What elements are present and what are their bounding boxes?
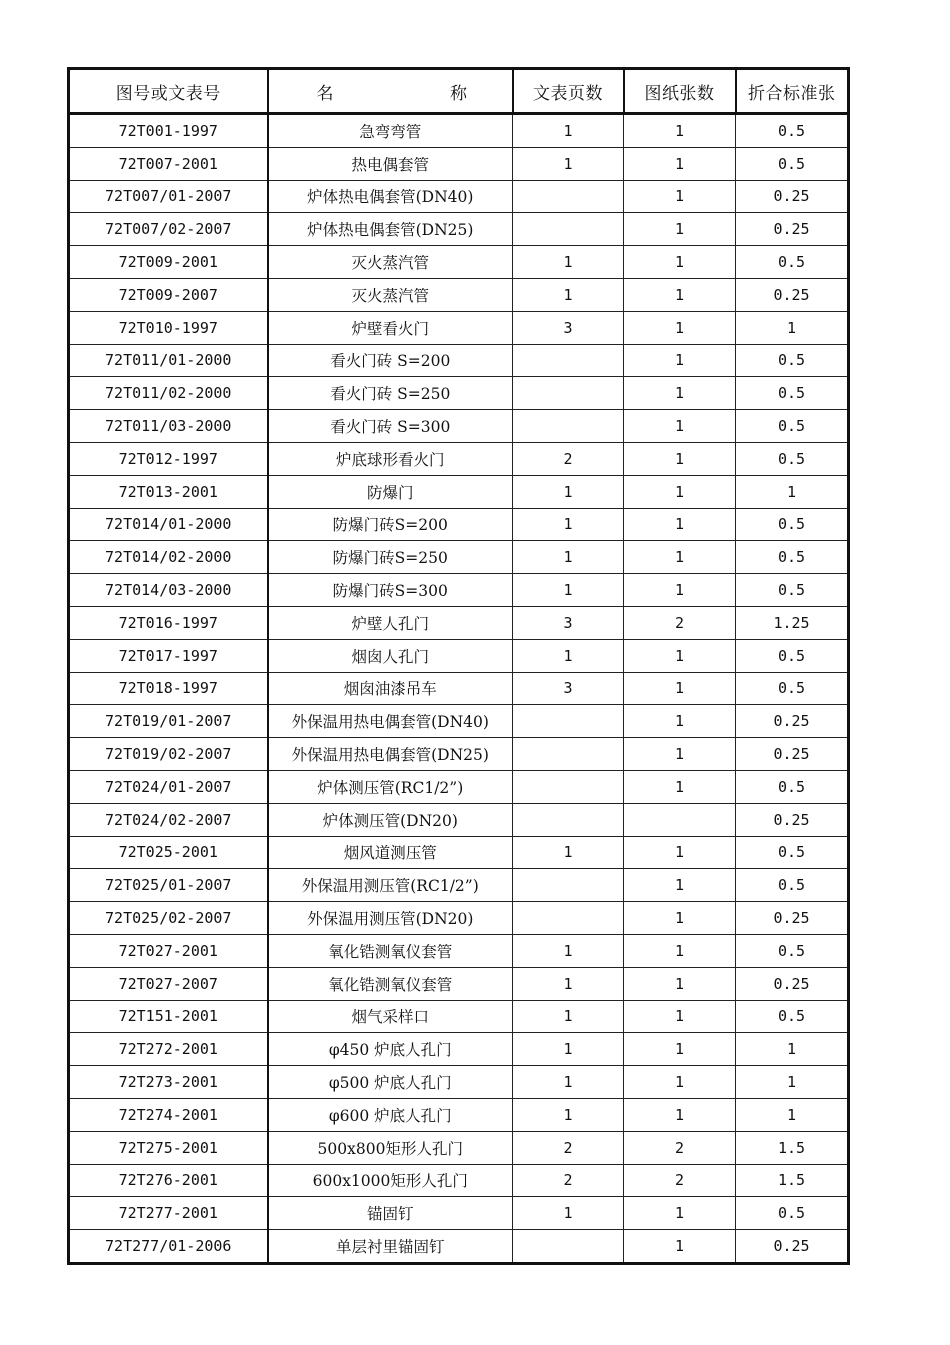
cell-standard-sheets: 1 (736, 1098, 849, 1131)
table-row (69, 1230, 849, 1264)
document-sheet (67, 67, 847, 1265)
cell-standard-sheets: 0.25 (736, 738, 849, 771)
cell-doc-pages: 2 (513, 1131, 624, 1164)
table-row (69, 377, 849, 410)
cell-code: 72T007/01-2007 (69, 180, 268, 213)
cell-code: 72T027-2007 (69, 967, 268, 1000)
cell-doc-pages: 3 (513, 672, 624, 705)
cell-code: 72T014/02-2000 (69, 541, 268, 574)
cell-name: 炉体热电偶套管(DN25) (268, 213, 513, 246)
table-row (69, 836, 849, 869)
cell-doc-pages (513, 803, 624, 836)
cell-standard-sheets: 0.5 (736, 508, 849, 541)
cell-name: 外保温用热电偶套管(DN25) (268, 738, 513, 771)
table-row (69, 1131, 849, 1164)
cell-standard-sheets: 1 (736, 1033, 849, 1066)
cell-drawing-sheets: 1 (624, 1197, 736, 1230)
cell-drawing-sheets: 1 (624, 639, 736, 672)
cell-code: 72T276-2001 (69, 1164, 268, 1197)
header-name-left: 名 (316, 83, 334, 104)
cell-drawing-sheets: 1 (624, 1000, 736, 1033)
header-doc-pages: 文表页数 (513, 69, 624, 114)
table-row (69, 902, 849, 935)
cell-drawing-sheets: 1 (624, 541, 736, 574)
cell-drawing-sheets: 1 (624, 738, 736, 771)
table-row (69, 1197, 849, 1230)
cell-drawing-sheets: 1 (624, 410, 736, 443)
cell-code: 72T273-2001 (69, 1066, 268, 1099)
cell-standard-sheets: 1 (736, 1066, 849, 1099)
cell-doc-pages: 1 (513, 639, 624, 672)
cell-doc-pages (513, 869, 624, 902)
cell-name: φ600 炉底人孔门 (268, 1098, 513, 1131)
cell-code: 72T277/01-2006 (69, 1230, 268, 1264)
cell-standard-sheets: 0.25 (736, 1230, 849, 1264)
cell-name: 防爆门砖S=300 (268, 574, 513, 607)
cell-name: 单层衬里锚固钉 (268, 1230, 513, 1264)
cell-standard-sheets: 0.5 (736, 574, 849, 607)
cell-name: 防爆门砖S=200 (268, 508, 513, 541)
cell-name: 炉壁人孔门 (268, 606, 513, 639)
cell-drawing-sheets: 1 (624, 902, 736, 935)
table-row (69, 311, 849, 344)
table-body (69, 114, 849, 1264)
table-row (69, 147, 849, 180)
cell-doc-pages: 2 (513, 1164, 624, 1197)
cell-name: 炉体热电偶套管(DN40) (268, 180, 513, 213)
table-row (69, 705, 849, 738)
cell-doc-pages (513, 705, 624, 738)
table-row (69, 442, 849, 475)
cell-code: 72T019/01-2007 (69, 705, 268, 738)
table-row (69, 1066, 849, 1099)
cell-drawing-sheets: 1 (624, 377, 736, 410)
cell-code: 72T016-1997 (69, 606, 268, 639)
cell-doc-pages: 1 (513, 836, 624, 869)
cell-standard-sheets: 0.5 (736, 869, 849, 902)
cell-code: 72T027-2001 (69, 934, 268, 967)
cell-doc-pages: 1 (513, 541, 624, 574)
cell-drawing-sheets: 1 (624, 869, 736, 902)
cell-name: φ450 炉底人孔门 (268, 1033, 513, 1066)
cell-standard-sheets: 0.25 (736, 213, 849, 246)
cell-standard-sheets: 1.5 (736, 1164, 849, 1197)
cell-drawing-sheets: 1 (624, 705, 736, 738)
cell-doc-pages (513, 1230, 624, 1264)
cell-code: 72T025/02-2007 (69, 902, 268, 935)
cell-standard-sheets: 0.5 (736, 541, 849, 574)
cell-standard-sheets: 0.5 (736, 377, 849, 410)
header-standard-sheets: 折合标准张 (736, 69, 849, 114)
cell-standard-sheets: 0.5 (736, 410, 849, 443)
table-row (69, 1098, 849, 1131)
cell-drawing-sheets: 1 (624, 934, 736, 967)
cell-code: 72T025/01-2007 (69, 869, 268, 902)
table-row (69, 770, 849, 803)
cell-drawing-sheets: 1 (624, 311, 736, 344)
cell-standard-sheets: 1.25 (736, 606, 849, 639)
cell-drawing-sheets: 1 (624, 672, 736, 705)
table-row (69, 803, 849, 836)
table-row (69, 606, 849, 639)
table-row (69, 541, 849, 574)
cell-drawing-sheets: 2 (624, 1164, 736, 1197)
cell-doc-pages: 1 (513, 114, 624, 148)
cell-code: 72T024/02-2007 (69, 803, 268, 836)
cell-name: 炉底球形看火门 (268, 442, 513, 475)
cell-doc-pages: 1 (513, 1066, 624, 1099)
cell-name: φ500 炉底人孔门 (268, 1066, 513, 1099)
cell-drawing-sheets: 1 (624, 147, 736, 180)
cell-name: 氧化锆测氧仪套管 (268, 967, 513, 1000)
cell-doc-pages: 1 (513, 147, 624, 180)
cell-standard-sheets: 0.5 (736, 344, 849, 377)
cell-drawing-sheets: 1 (624, 180, 736, 213)
cell-doc-pages: 1 (513, 1033, 624, 1066)
cell-name: 烟囱油漆吊车 (268, 672, 513, 705)
cell-doc-pages: 1 (513, 475, 624, 508)
table-row (69, 246, 849, 279)
table-row (69, 180, 849, 213)
table-row (69, 508, 849, 541)
cell-code: 72T019/02-2007 (69, 738, 268, 771)
cell-name: 烟风道测压管 (268, 836, 513, 869)
table-row (69, 1033, 849, 1066)
cell-name: 急弯弯管 (268, 114, 513, 148)
cell-code: 72T011/02-2000 (69, 377, 268, 410)
cell-name: 灭火蒸汽管 (268, 246, 513, 279)
cell-doc-pages: 1 (513, 1000, 624, 1033)
cell-standard-sheets: 0.5 (736, 639, 849, 672)
cell-name: 烟囱人孔门 (268, 639, 513, 672)
cell-doc-pages (513, 770, 624, 803)
cell-doc-pages (513, 377, 624, 410)
cell-drawing-sheets: 1 (624, 278, 736, 311)
cell-drawing-sheets: 2 (624, 1131, 736, 1164)
cell-doc-pages: 1 (513, 1098, 624, 1131)
cell-name: 烟气采样口 (268, 1000, 513, 1033)
cell-name: 热电偶套管 (268, 147, 513, 180)
cell-code: 72T011/01-2000 (69, 344, 268, 377)
cell-drawing-sheets: 1 (624, 1230, 736, 1264)
drawing-catalog-table (67, 67, 850, 1265)
cell-standard-sheets: 0.5 (736, 836, 849, 869)
cell-name: 看火门砖 S=300 (268, 410, 513, 443)
cell-name: 氧化锆测氧仪套管 (268, 934, 513, 967)
cell-standard-sheets: 0.25 (736, 278, 849, 311)
cell-standard-sheets: 0.5 (736, 1000, 849, 1033)
cell-drawing-sheets: 1 (624, 442, 736, 475)
cell-name: 灭火蒸汽管 (268, 278, 513, 311)
cell-doc-pages: 2 (513, 442, 624, 475)
cell-doc-pages: 1 (513, 508, 624, 541)
cell-name: 防爆门砖S=250 (268, 541, 513, 574)
cell-doc-pages: 3 (513, 311, 624, 344)
cell-code: 72T277-2001 (69, 1197, 268, 1230)
cell-drawing-sheets: 1 (624, 344, 736, 377)
cell-name: 炉体测压管(RC1/2”) (268, 770, 513, 803)
cell-standard-sheets: 0.5 (736, 770, 849, 803)
cell-drawing-sheets: 1 (624, 508, 736, 541)
cell-name: 炉壁看火门 (268, 311, 513, 344)
table-row (69, 114, 849, 148)
cell-doc-pages: 1 (513, 278, 624, 311)
header-name-right: 称 (450, 83, 468, 104)
cell-standard-sheets: 0.5 (736, 114, 849, 148)
header-row (69, 69, 849, 114)
table-row (69, 1164, 849, 1197)
table-row (69, 967, 849, 1000)
cell-drawing-sheets: 1 (624, 574, 736, 607)
table-row (69, 639, 849, 672)
cell-drawing-sheets: 1 (624, 836, 736, 869)
cell-drawing-sheets: 1 (624, 213, 736, 246)
cell-code: 72T017-1997 (69, 639, 268, 672)
header-name (268, 69, 513, 114)
table-row (69, 672, 849, 705)
cell-standard-sheets: 1 (736, 475, 849, 508)
cell-drawing-sheets: 1 (624, 1098, 736, 1131)
table-row (69, 475, 849, 508)
cell-standard-sheets: 0.25 (736, 803, 849, 836)
cell-code: 72T151-2001 (69, 1000, 268, 1033)
cell-drawing-sheets: 1 (624, 114, 736, 148)
cell-standard-sheets: 0.5 (736, 934, 849, 967)
cell-drawing-sheets: 1 (624, 1033, 736, 1066)
cell-doc-pages (513, 344, 624, 377)
cell-drawing-sheets: 1 (624, 246, 736, 279)
cell-name: 炉体测压管(DN20) (268, 803, 513, 836)
table-row (69, 1000, 849, 1033)
cell-doc-pages: 1 (513, 574, 624, 607)
cell-standard-sheets: 0.5 (736, 246, 849, 279)
table-row (69, 213, 849, 246)
cell-standard-sheets: 1 (736, 311, 849, 344)
cell-name: 500x800矩形人孔门 (268, 1131, 513, 1164)
header-code: 图号或文表号 (69, 69, 268, 114)
cell-drawing-sheets: 1 (624, 770, 736, 803)
cell-standard-sheets: 1.5 (736, 1131, 849, 1164)
table-row (69, 934, 849, 967)
table-row (69, 410, 849, 443)
cell-code: 72T010-1997 (69, 311, 268, 344)
cell-code: 72T024/01-2007 (69, 770, 268, 803)
cell-code: 72T013-2001 (69, 475, 268, 508)
cell-doc-pages: 3 (513, 606, 624, 639)
cell-code: 72T007-2001 (69, 147, 268, 180)
cell-standard-sheets: 0.5 (736, 442, 849, 475)
cell-standard-sheets: 0.25 (736, 967, 849, 1000)
cell-doc-pages (513, 213, 624, 246)
cell-code: 72T009-2001 (69, 246, 268, 279)
cell-name: 防爆门 (268, 475, 513, 508)
cell-code: 72T275-2001 (69, 1131, 268, 1164)
cell-code: 72T001-1997 (69, 114, 268, 148)
cell-doc-pages: 1 (513, 934, 624, 967)
cell-doc-pages (513, 410, 624, 443)
cell-drawing-sheets: 1 (624, 967, 736, 1000)
cell-name: 外保温用测压管(DN20) (268, 902, 513, 935)
cell-doc-pages: 1 (513, 246, 624, 279)
cell-code: 72T014/01-2000 (69, 508, 268, 541)
cell-name: 看火门砖 S=200 (268, 344, 513, 377)
cell-drawing-sheets: 1 (624, 1066, 736, 1099)
cell-name: 600x1000矩形人孔门 (268, 1164, 513, 1197)
table-row (69, 574, 849, 607)
cell-drawing-sheets: 2 (624, 606, 736, 639)
cell-standard-sheets: 0.5 (736, 672, 849, 705)
cell-code: 72T025-2001 (69, 836, 268, 869)
cell-doc-pages (513, 180, 624, 213)
cell-code: 72T272-2001 (69, 1033, 268, 1066)
cell-drawing-sheets: 1 (624, 475, 736, 508)
cell-doc-pages (513, 902, 624, 935)
cell-standard-sheets: 0.5 (736, 147, 849, 180)
table-row (69, 278, 849, 311)
cell-standard-sheets: 0.25 (736, 180, 849, 213)
cell-standard-sheets: 0.5 (736, 1197, 849, 1230)
cell-code: 72T012-1997 (69, 442, 268, 475)
cell-name: 外保温用热电偶套管(DN40) (268, 705, 513, 738)
header-drawing-sheets: 图纸张数 (624, 69, 736, 114)
cell-name: 看火门砖 S=250 (268, 377, 513, 410)
cell-name: 锚固钉 (268, 1197, 513, 1230)
table-row (69, 344, 849, 377)
cell-standard-sheets: 0.25 (736, 902, 849, 935)
cell-code: 72T011/03-2000 (69, 410, 268, 443)
cell-code: 72T007/02-2007 (69, 213, 268, 246)
cell-name: 外保温用测压管(RC1/2”) (268, 869, 513, 902)
table-row (69, 738, 849, 771)
cell-doc-pages (513, 738, 624, 771)
cell-code: 72T274-2001 (69, 1098, 268, 1131)
cell-doc-pages: 1 (513, 1197, 624, 1230)
cell-drawing-sheets (624, 803, 736, 836)
table-row (69, 869, 849, 902)
cell-code: 72T009-2007 (69, 278, 268, 311)
cell-standard-sheets: 0.25 (736, 705, 849, 738)
cell-doc-pages: 1 (513, 967, 624, 1000)
cell-code: 72T018-1997 (69, 672, 268, 705)
cell-code: 72T014/03-2000 (69, 574, 268, 607)
